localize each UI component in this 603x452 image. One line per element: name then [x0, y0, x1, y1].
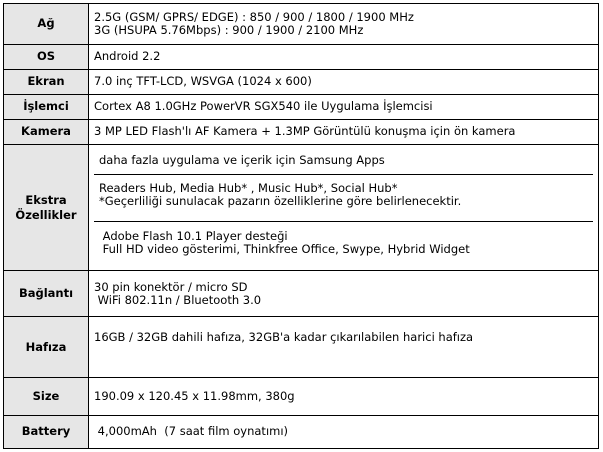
row-label: OS [4, 44, 89, 69]
value-line: Cortex A8 1.0GHz PowerVR SGX540 ile Uygulama İşlemcisi [94, 99, 433, 114]
row-label: Bağlantı [4, 271, 89, 317]
value-line: 3G (HSUPA 5.76Mbps) : 900 / 1900 / 2100 MHz [94, 22, 364, 37]
spec-row-size [4, 377, 599, 415]
row-value [89, 44, 599, 69]
spec-row-hafiza [4, 317, 599, 378]
value-line: 16GB / 32GB dahili hafıza, 32GB'a kadar çıkarılabilen harici hafıza [94, 330, 474, 345]
value-line: 190.09 x 120.45 x 11.98mm, 380g [94, 388, 295, 403]
value-line: WiFi 802.11n / Bluetooth 3.0 [94, 292, 262, 307]
feature-group [94, 174, 593, 221]
label-line: Özellikler [15, 207, 77, 222]
value-line: *Geçerliliği sunulacak pazarın özelliklerine göre belirlenecektir. [99, 194, 462, 209]
row-label: Size [4, 377, 89, 415]
row-label: İşlemci [4, 94, 89, 119]
spec-row-ekstra [4, 144, 599, 270]
row-value [89, 4, 599, 45]
row-value [89, 317, 599, 378]
label-line: Ekstra [25, 192, 67, 207]
value-line: Adobe Flash 10.1 Player desteği [99, 229, 288, 244]
spec-row-kamera [4, 119, 599, 144]
row-value [89, 271, 599, 317]
spec-table [3, 3, 599, 449]
value-line: 7.0 inç TFT-LCD, WSVGA (1024 x 600) [94, 74, 312, 89]
value-line: daha fazla uygulama ve içerik için Samsung Apps [99, 153, 385, 168]
row-value [89, 119, 599, 144]
feature-group [94, 221, 593, 267]
row-value [89, 377, 599, 415]
spec-row-baglanti [4, 271, 599, 317]
value-line: 3 MP LED Flash'lı AF Kamera + 1.3MP Görüntülü konuşma için ön kamera [94, 124, 516, 139]
spec-row-ag [4, 4, 599, 45]
spec-row-battery [4, 415, 599, 449]
value-line: 2.5G (GSM/ GPRS/ EDGE) : 850 / 900 / 1800 / 1900 MHz [94, 9, 414, 24]
spec-row-islemci [4, 94, 599, 119]
spec-row-os [4, 44, 599, 69]
row-label: Kamera [4, 119, 89, 144]
spec-row-ekran [4, 69, 599, 94]
row-value [89, 415, 599, 449]
value-line: Full HD video gösterimi, Thinkfree Office, Swype, Hybrid Widget [99, 242, 470, 257]
row-value [89, 94, 599, 119]
row-label: Ağ [4, 4, 89, 45]
value-line: Android 2.2 [94, 49, 161, 64]
row-label: Ekran [4, 69, 89, 94]
row-value [89, 144, 599, 270]
feature-group [94, 148, 593, 174]
row-value [89, 69, 599, 94]
row-label: Hafıza [4, 317, 89, 378]
value-line: 4,000mAh (7 saat film oynatımı) [94, 424, 289, 439]
row-label [4, 144, 89, 270]
value-line: Readers Hub, Media Hub* , Music Hub*, Social Hub* [99, 181, 398, 196]
value-line: 30 pin konektör / micro SD [94, 279, 248, 294]
row-label: Battery [4, 415, 89, 449]
